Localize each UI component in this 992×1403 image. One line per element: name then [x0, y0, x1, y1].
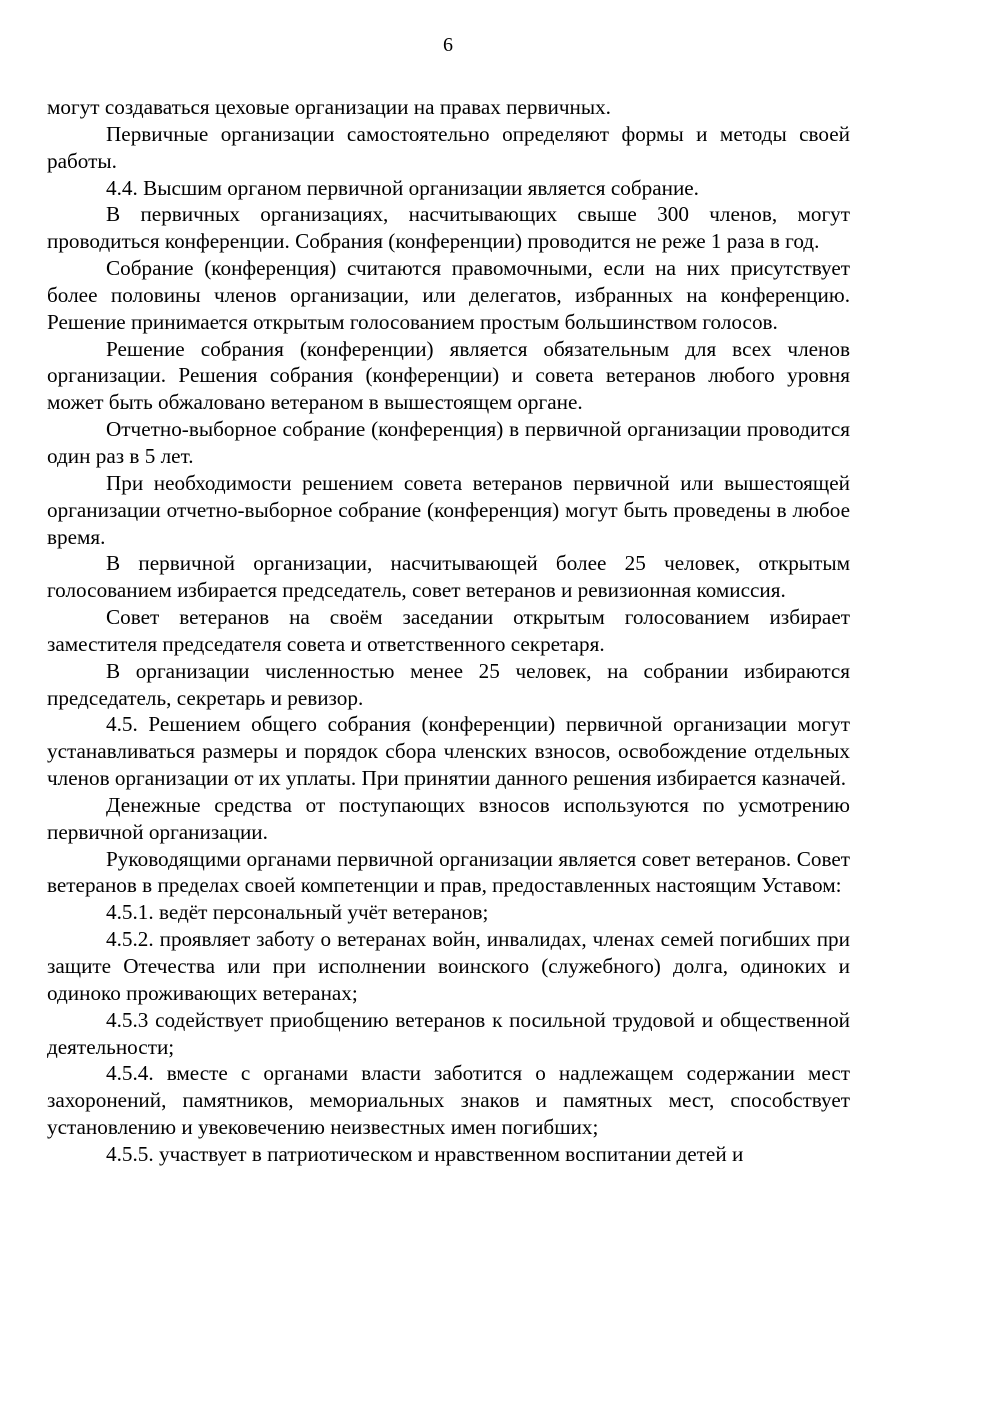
paragraph: В первичной организации, насчитывающей более 25 человек, открытым голосованием избирается председатель, совет ветеранов и ревизионная комиссия.: [47, 551, 850, 603]
paragraph: Денежные средства от поступающих взносов используются по усмотрению первичной организации.: [47, 792, 850, 844]
paragraph: могут создаваться цеховые организации на правах первичных.: [47, 95, 611, 119]
paragraph: Совет ветеранов на своём заседании открытым голосованием избирает заместителя председателя совета и ответственного секретаря.: [47, 605, 850, 656]
page-number: 6: [443, 34, 453, 56]
paragraph: В первичных организациях, насчитывающих свыше 300 членов, могут проводиться конференции. Собрания (конференции) проводится не реже 1 раза в год.: [47, 202, 850, 254]
list-item: 4.5.3 содействует приобщению ветеранов к посильной трудовой и общественной деятельности;: [47, 1007, 850, 1059]
paragraph: Руководящими органами первичной организации является совет ветеранов. Совет ветеранов в пределах своей компетенции и прав, предоставленных настоящим Уставом:: [47, 846, 850, 898]
paragraph: 4.4. Высшим органом первичной организации является собрание.: [106, 175, 699, 200]
list-item: 4.5.4. вместе с органами власти заботится о надлежащем содержании мест захоронений, памятников, мемориальных знаков и памятных мест, способствует установлению и увековечению неизвестных имен погибших;: [47, 1061, 850, 1140]
list-item: 4.5.1. ведёт персональный учёт ветеранов;: [106, 900, 489, 925]
paragraph: 4.5. Решением общего собрания (конференции) первичной организации могут устанавливаться размеры и порядок сбора членских взносов, освобождение отдельных членов организации от их уплаты. При принятии данного решения избирается казначей.: [47, 712, 850, 791]
list-item: 4.5.2. проявляет заботу о ветеранах войн, инвалидах, членах семей погибших при защите Отечества или при исполнении воинского (служебного) долга, одиноких и одиноко проживающих ветеранах;: [47, 927, 850, 1005]
paragraph: Собрание (конференция) считаются правомочными, если на них присутствует более половины членов организации, или делегатов, избранных на конференцию. Решение принимается открытым голосованием простым большинством голосов.: [47, 256, 850, 334]
paragraph: При необходимости решением совета ветеранов первичной или вышестоящей организации отчетно-выборное собрание (конференция) могут быть проведены в любое время.: [47, 470, 850, 549]
paragraph: Решение собрания (конференции) является обязательным для всех членов организации. Решения собрания (конференции) и совета ветеранов любого уровня может быть обжаловано ветераном в вышестоящем органе.: [47, 336, 850, 415]
paragraph: Отчетно-выборное собрание (конференция) в первичной организации проводится один раз в 5 лет.: [47, 417, 850, 468]
paragraph: Первичные организации самостоятельно определяют формы и методы своей работы.: [47, 121, 850, 173]
list-item: 4.5.5. участвует в патриотическом и нравственном воспитании детей и: [106, 1141, 744, 1166]
document-body: [47, 94, 850, 1168]
paragraph: В организации численностью менее 25 человек, на собрании избираются председатель, секретарь и ревизор.: [47, 658, 850, 710]
